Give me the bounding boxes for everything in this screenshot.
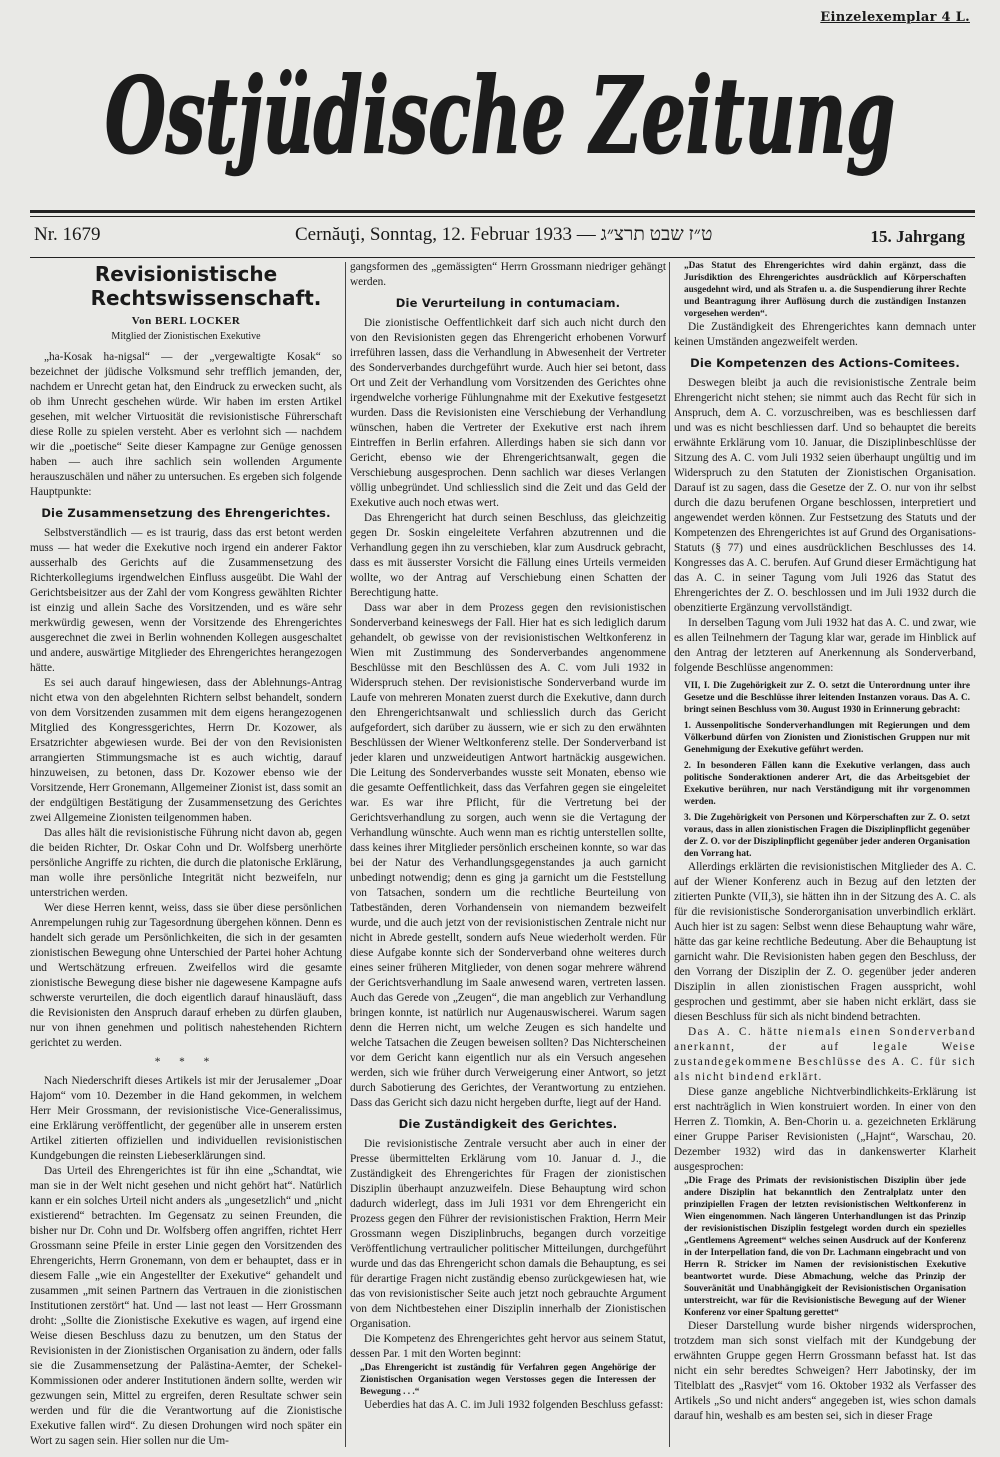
quote-block: „Die Frage des Primats der revisionistischen Disziplin über jede andere Disziplin hat bekanntlich den Zentralplatz unter den prinzipiellen Fragen der letzten revisionistischen Weltkonferenz in Wien eingenommen. Nach längeren Unterhandlungen ist das Prinzip der revisionistischen Disziplin festgelegt worden durch ein spezielles „Gentlemens Agreement“ welches seinen Ausdruck auf der Konferenz in der Interpellation fand, die von Dr. Lachmann eingebracht und von Herrn R. Stricker im Namen der revisionistischen Exekutive beantwortet wurde. Diese Abmachung, welche das Prinzip der Souveränität und Unabhängigkeit der Revisionistischen Organisation unterstreicht, war für die Revisionistische Bewegung auf der Wiener Konferenz vor einer Spaltung gerettet“ (684, 1176, 966, 1318)
paragraph: Es sei auch darauf hingewiesen, dass der Ablehnungs-Antrag nicht etwa von den abgelehnten Richtern selbst behandelt, sondern von dem Vorsitzenden zusammen mit dem eigens herangezogenen Mitglied des Kongressgerichtes, Herrn Dr. Kozower, als Ersatzrichter abgewiesen wurde. Bei der von den Revisionisten arrangierten Stimmungsmache ist es auch wichtig, darauf hinzuweisen, zu betonen, dass Dr. Kozower ebenso wie der Vorsitzende, Herr Gronemann, Allgemeiner Zionist ist, dass somit an der endgültigen Bestätigung der Zusammensetzung des Gerichtes zwei Allgemeine Zionisten teilgenommen haben. (30, 677, 342, 824)
column-2 (350, 260, 666, 1450)
paragraph: Die Zuständigkeit des Ehrengerichtes kann demnach unter keinen Umständen angezweifelt werden. (674, 321, 976, 348)
masthead-title-graphic (100, 34, 900, 194)
emphasized-paragraph: Das A. C. hätte niemals einen Sonderverband anerkannt, der auf legale Weise zustandegekommene Beschlüsse des A. C. für sich als nicht bindend erklärt. (674, 1026, 976, 1083)
quote-block: „Das Statut des Ehrengerichtes wird dahin ergänzt, dass die Jurisdiktion des Ehrengerichtes ausdrücklich auf Körperschaften ausgedehnt wird, und als Strafen u. a. die Suspendierung ihrer Rechte und Beantragung ihrer Auflösung durch die zuständigen Instanzen vorgesehen werden“. (684, 261, 966, 319)
column-1 (30, 260, 342, 1450)
paragraph: Diese ganze angebliche Nichtverbindlichkeits-Erklärung ist erst nachträglich in Wien konstruiert worden. In einer von den Herren Z. Tiomkin, A. Ben-Chorin u. a. gezeichneten Erklärung einer Gruppe Pariser Revisionisten („Hajnt“, Warschau, 20. Dezember 1932) wird das in dankenswerter Klarheit ausgesprochen: (674, 1086, 976, 1173)
paragraph: Wer diese Herren kennt, weiss, dass sie über diese persönlichen Anrempelungen ruhig zur Tagesordnung übergehen können. Denn es handelt sich gerade um Persönlichkeiten, die sich in der gesamten zionistischen Bewegung ohne Unterschied der Partei hoher Achtung und Wertschätzung erfreuen. Zweifellos wird die gesamte zionistische Bewegung diese bisher nie dagewesene Kampagne aufs schwerste verurteilen, die doch eigentlich darauf hinausläuft, dass die Revisionisten den Anspruch darauf erheben zu dürfen glauben, nur von ihnen genehmen und politisch nahestehenden Richtern gerichtet zu werden. (30, 902, 342, 1049)
issue-number: Nr. 1679 (34, 224, 101, 245)
paragraph: Deswegen bleibt ja auch die revisionistische Zentrale beim Ehrengericht nicht stehen; sie nimmt auch das Recht für sich in Anspruch, dem A. C. vorzuschreiben, was es beschliessen darf und was es nicht beschliessen darf. Und so behauptet die bereits erwähnte Erklärung vom 10. Januar, die Disziplinbeschlüsse der Sitzung des A. C. vom Juli 1932 seien überhaupt ungültig und im Widerspruch zu den Statuten der Zionistischen Organisation. Darauf ist zu sagen, dass die Gesetze der Z. O. nur von ihr selbst durch die dazu berufenen Organe beschlossen, interpretiert und angewendet werden können. Zur Festsetzung des Statuts und der Kompetenzen des Ehrengerichtes ist auf Grund des Organisations-Statuts (§ 77) und eines ausdrücklichen Beschlusses des 14. Kongresses das A. C. berufen. Auf Grund dieser Ermächtigung hat das A. C. in seiner Tagung vom Juli 1926 das Statut des Ehrengerichtes der Z. O. beschlossen und im Juli 1932 durch die obenzitierte Ergänzung vervollständigt. (674, 377, 976, 614)
paragraph: Das Urteil des Ehrengerichtes ist für ihn eine „Schandtat, wie man sie in der Welt nicht gesehen und nicht gehört hat“. Natürlich kann er ein solches Urteil nicht anders als „ungesetzlich“ und „nicht existierend“ betrachten. Im Gegensatz zu seinen Freunden, die bisher nur Dr. Cohn und Dr. Wolfsberg offen angriffen, richtet Herr Grossmann seine Pfeile in erster Linie gegen den Vorsitzenden des Ehrengerichts, Herrn Gronemann, von dem er behauptet, dass er in diesem Falle „wie ein Angestellter der Exekutive“ gehandelt und zusammen „mit seinen Partnern das Vertrauen in die zionistischen Institutionen zerstört“ hat. Und — last not least — Herr Grossmann droht: „Sollte die Zionistische Exekutive es wagen, auf irgend eine Weise diesen Beschluss dazu zu benutzen, um den Status der Revisionisten in der Zionistischen Organisation zu ändern, oder falls sie die Zusammensetzung der Palästina-Aemter, der Schekel-Kommissionen oder anderer Institutionen ändern sollte, werden wir gezwungen sein, Mittel zu ergreifen, deren Resultate schwer sein werden und für die die Verantwortung auf die Zionistische Exekutive fallen wird“. Zu diesen Drohungen wird noch später ein Wort zu sagen sein. Hier sollen nur die Um- (30, 1165, 342, 1447)
paragraph: „ha-Kosak ha-nigsal“ — der „vergewaltigte Kosak“ so bezeichnet der jüdische Volksmund sehr trefflich jemanden, der, nachdem er Unrecht getan hat, den Eindruck zu erwecken sucht, als ob ihm Unrecht geschehen würde. Wir haben im ersten Artikel gesehen, mit welcher Virtuosität die revisionistische Führerschaft diese Rolle zu spielen versteht. Aber es verlohnt sich — nachdem wir die „poetische“ Seite dieser Kampagne zur Genüge genossen haben — auch ihre sachlich sein wollenden Argumente herauszuschälen und näher zu untersuchen. Es ergeben sich folgende Hauptpunkte: (30, 351, 342, 498)
resolution-item: 2. In besonderen Fällen kann die Exekutive verlangen, dass auch politische Sonderaktionen anderer Art, die das Arbeitsgebiet der Exekutive berühren, nur nach Verständigung mit ihr vorgenommen werden. (684, 761, 970, 807)
single-copy-price: Einzelexemplar 4 L. (820, 10, 970, 25)
resolution-item: 3. Die Zugehörigkeit von Personen und Körperschaften zur Z. O. setzt voraus, dass in allen zionistischen Fragen die Disziplinpflicht gegenüber der Z. O. vor der Disziplinpflicht gegenüber jeder anderen Organisation den Vorrang hat. (684, 813, 970, 859)
paragraph: Die revisionistische Zentrale versucht aber auch in einer der Presse übermittelten Erklärung vom 10. Januar d. J., die Zuständigkeit des Ehrengerichtes für Fragen der zionistischen Disziplin überhaupt anzuzweifeln. Diese Behauptung wird schon dadurch widerlegt, dass im Juli 1931 vor dem Ehrengericht ein Prozess gegen den Führer der revisionistischen Fraktion, Herrn Meir Grossmann wegen Disziplinbruchs, begangen durch vorzeitige Veröffentlichung vertraulicher politischer Mitteilungen, durchgeführt wurde und das das Ehrengericht schon damals die Behauptung, es sei für derartige Fragen nicht zuständig ebenso zurückgewiesen hat, wie das von revisionistischer Seite auch jetzt noch gebrauchte Argument von dem Nichtbestehen einer Disziplin innerhalb der Zionistischen Organisation. (350, 1138, 666, 1330)
paragraph: Ueberdies hat das A. C. im Juli 1932 folgenden Beschluss gefasst: (364, 1399, 664, 1411)
paragraph: Das alles hält die revisionistische Führung nicht davon ab, gegen die beiden Richter, Dr. Oskar Cohn und Dr. Wolfsberg unerhörte persönliche Angriffe zu richten, die durch die platonische Erklärung, man wolle ihre persönliche Integrität nicht bezweifeln, nur unterstrichen werden. (30, 827, 342, 899)
byline-role: Mitglied der Zionistischen Exekutive (111, 331, 261, 342)
dateline-bar (30, 210, 975, 258)
resolution-item: 1. Aussenpolitische Sonderverhandlungen mit Regierungen und dem Völkerbund dürfen von Zionisten und Zionistischen Gruppen nur mit Genehmigung der Exekutive geführt werden. (684, 721, 970, 755)
byline: Von BERL LOCKER (131, 315, 241, 327)
section-heading: Die Verurteilung in contumaciam. (395, 296, 621, 310)
paragraph: Dass war aber in dem Prozess gegen den revisionistischen Sonderverband keineswegs der Fall. Hier hat es sich lediglich darum gehandelt, ob gewisse von der revisionistischen Weltkonferenz in Wien mit Zustimmung des Sonderverbandes angenommene Beschlüsse mit den Beschlüssen des A. C. vom Juli 1932 in Widerspruch stehen. Der revisionistische Sonderverband wurde im Laufe von mehreren Monaten zuerst durch die Exekutive, dann durch den Ehrengerichtsanwalt und schliesslich durch das Gericht aufgefordert, sich darüber zu äussern, wie er sich zu den erwähnten Beschlüssen der Wiener Weltkonferenz stelle. Der Sonderverband ist jeder klaren und unzweideutigen Antwort hartnäckig ausgewichen. Die Leitung des Sonderverbandes wusste seit Monaten, ebenso wie die gesamte Oeffentlichkeit, dass das Verfahren gegen sie eingeleitet war. Es war ihre Pflicht, für die Vertretung bei der Gerichtsverhandlung zu sorgen, auch wenn sie die Vertagung der Verhandlung wünschte. Auch wenn man es richtig unterstellen sollte, dass keines ihrer Mitglieder persönlich erscheinen konnte, so war das bei der Natur des Verhandlungsgegenstandes ja auch garnicht unbedingt notwendig; denn es ging ja garnicht um die Feststellung von Tatsachen, sondern um die rechtliche Beurteilung von Tatbeständen, deren Vorhandensein von niemandem bezweifelt wurde, und die auch jetzt von der revisionistischen Zentrale nicht nur nicht in Abrede gestellt, sondern aufs Neue wiederholt werden. Für diese Aufgabe konnte sich der Sonderverband ohne weiteres durch eines seiner früheren Mitglieder, von denen sogar mehrere während der Gerichtsverhandlung im Saale anwesend waren, vertreten lassen. Auch das Gerede von „Zeugen“, die man angeblich zur Verhandlung bringen konnte, ist natürlich nur Augenauswischerei. Warum sagen denn die Herren nicht, um welche Zeugen es sich handelte und welche Tatsachen die Zeugen beweisen sollten? Das Nichterscheinen vor dem Gericht kann eigentlich nur als ein Versuch angesehen werden, sich wie früher durch Verweigerung einer Antwort, so jetzt durch Sabotierung des Gerichtes, der Verantwortung zu entziehen. Dass das Gericht sich dazu nicht hergeben durfte, liegt auf der Hand. (350, 602, 666, 1109)
date-place: Cernăuţi, Sonntag, 12. Februar 1933 — ט״ז שבט תרצ״ג (295, 224, 713, 245)
paragraph: Allerdings erklärten die revisionistischen Mitglieder des A. C. auf der Wiener Konferenz auch in Bezug auf den letzten der zitierten Punkte (VII,3), sie hätten ihn in der Sitzung des A. C. als für die revisionistische Sonderorganisation unverbindlich erklärt. Auch hier ist zu sagen: Selbst wenn diese Behauptung wahr wäre, hätte das gar keine rechtliche Bedeutung. Aber die Behauptung ist garnicht wahr. Die Revisionisten haben gegen den Beschluss, der den Vorrang der Disziplin der Z. O. gegenüber jeder anderen Disziplin in allen zionistischen Fragen ausspricht, wohl gesprochen und gestimmt, aber sie haben nicht erklärt, dass sie diesen Beschluss für sich als nicht bindend betrachten. (674, 861, 976, 1023)
paragraph: Nach Niederschrift dieses Artikels ist mir der Jerusalemer „Doar Hajom“ vom 10. Dezember in die Hand gekommen, in welchem Herr Meir Grossmann, der revisionistische Vice-Generalissimus, eine Erklärung veröffentlicht, der gegenüber alle in unserem ersten Artikel zitierten offiziellen und individuellen revisionistischen Kundgebungen die reinsten Liebeserklärungen sind. (30, 1075, 342, 1162)
volume-year: 15. Jahrgang (870, 227, 965, 246)
column-rule (669, 262, 670, 1447)
column-rule (345, 262, 346, 1447)
paragraph: Das Ehrengericht hat durch seinen Beschluss, das gleichzeitig gegen Dr. Soskin eingeleitete Verfahren abzutrennen und die Verhandlung gegen ihn zu verschieben, klar zum Ausdruck gebracht, dass es mit äusserster Vorsicht die Fällung eines Urteils vermeiden wollte, wo der Antrag auf Verschiebung einen Schatten der Berechtigung hatte. (350, 512, 666, 599)
paragraph: Die Kompetenz des Ehrengerichtes geht hervor aus seinem Statut, dessen Par. 1 mit den Worten beginnt: (350, 1333, 666, 1360)
resolution-item: VII, I. Die Zugehörigkeit zur Z. O. setzt die Unterordnung unter ihre Gesetze und die Beschlüsse ihrer leitenden Instanzen voraus. Das A. C. bringt seinen Beschluss vom 30. August 1930 in Erinnerung gebracht: (684, 681, 970, 715)
paragraph: Selbstverständlich — es ist traurig, dass das erst betont werden muss — hat weder die Exekutive noch irgend ein anderer Faktor ausserhalb des Gerichts auf die Zusammensetzung des Richterkollegiums irgendwelchen Einfluss ausgeübt. Die Wahl der Gerichtsbeisitzer aus der Zahl der vom Kongress gewählten Richter ist einzig und allein Sache des Vorsitzenden, und es wäre sehr merkwürdig gewesen, wenn der Vorsitzende des Ehrengerichtes ausgerechnet die zwei in Berlin wohnenden Kollegen ausgeschaltet und andere, auswärtige Mitglieder des Ehrengerichtes herangezogen hätte. (30, 527, 342, 674)
masthead-title: Ostjüdische Zeitung (105, 54, 895, 177)
quote-block: „Das Ehrengericht ist zuständig für Verfahren gegen Angehörige der Zionistischen Organisation wegen Verstosses gegen die Interessen der Bewegung . . .“ (360, 1363, 656, 1397)
paragraph: Dieser Darstellung wurde bisher nirgends widersprochen, trotzdem man sich sonst vielfach mit der Kundgebung der erwähnten Gruppe gegen Herrn Grossmann befasst hat. Ist das nicht ein sehr beredtes Schweigen? Herr Jabotinsky, der im Titelblatt des „Rasvjet“ vom 16. Oktober 1932 als Verfasser des Artikels „So und nicht anders“ angegeben ist, wies schon damals darauf hin, weshalb es am besten sei, sich in dieser Frage (674, 1320, 976, 1422)
article-title: Revisionistische Rechtswissenschaft. (90, 262, 322, 310)
section-separator: * * * (154, 1056, 218, 1068)
paragraph: Die zionistische Oeffentlichkeit darf sich auch nicht durch den von den Revisionisten gegen das Ehrengericht erhobenen Vorwurf irreführen lassen, dass die Verhandlung in Abwesenheit der Vertreter des Sonderverbandes durchgeführt wurde. Auch hier sei betont, dass Ort und Zeit der Verhandlung vom Vorsitzenden des Gerichtes ohne irgendwelche vorherige Fühlungnahme mit der Exekutive festgesetzt wurden. Dass die Revisionisten eine Verschiebung der Verhandlung wünschen, haben die Vertreter der Exekutive erst nach ihrem Eintreffen in Berlin erfahren. Allerdings haben sie sich dann vor Gericht, ebenso wie der Ehrengerichtsanwalt, gegen die Verschiebung ausgesprochen. Denn sachlich war dieses Verlangen völlig unbegründet. Und schliesslich sind die Zeit und das Geld der Exekutive auch noch etwas wert. (350, 317, 666, 509)
section-heading: Die Zuständigkeit des Gerichtes. (398, 1117, 618, 1131)
paragraph: In derselben Tagung vom Juli 1932 hat das A. C. und zwar, wie es allen Teilnehmern der Tagung klar war, gerade im Hinblick auf den Antrag der letzteren auf Anerkennung als Sonderverband, folgende Beschlüsse angenommen: (674, 617, 976, 674)
paragraph: gangsformen des „gemässigten“ Herrn Grossmann niedriger gehängt werden. (350, 261, 666, 288)
column-3 (674, 260, 976, 1450)
section-heading: Die Kompetenzen des Actions-Comitees. (690, 356, 960, 370)
masthead (100, 34, 900, 194)
section-heading: Die Zusammensetzung des Ehrengerichtes. (41, 506, 331, 520)
